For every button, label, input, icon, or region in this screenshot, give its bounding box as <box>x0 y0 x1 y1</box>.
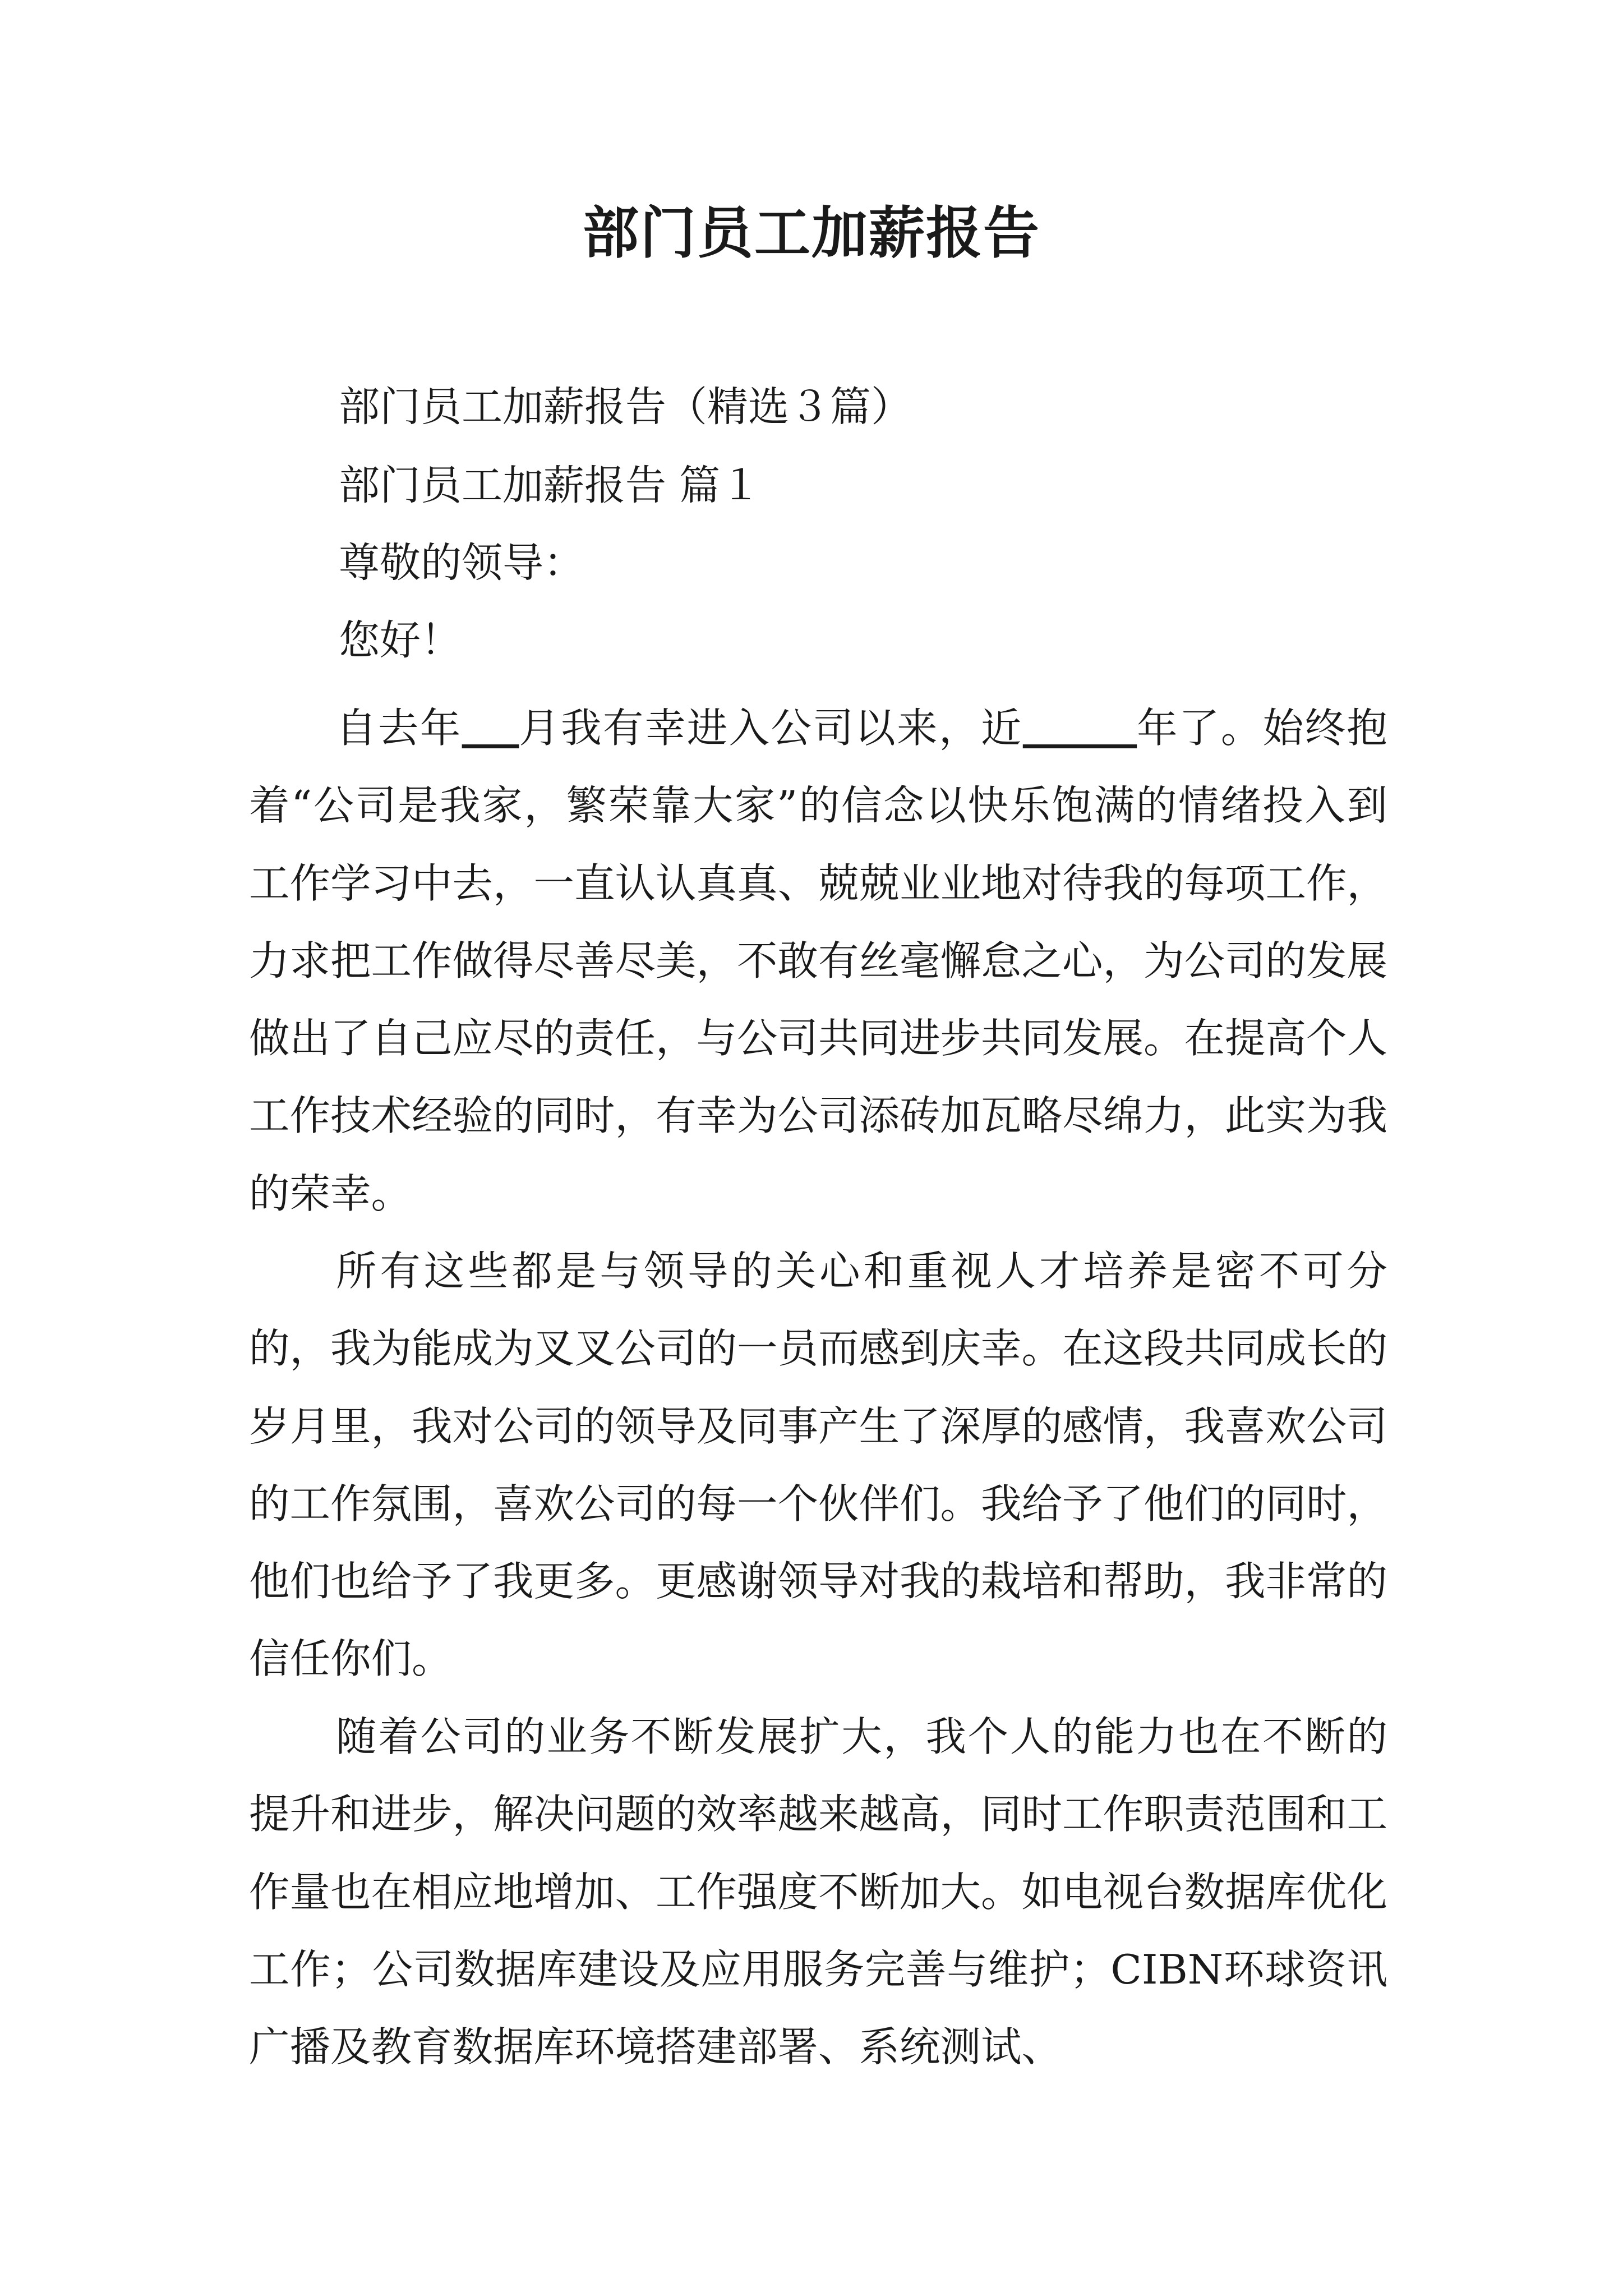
document-title: 部门员工加薪报告 <box>583 200 1040 266</box>
greeting: 您好！ <box>339 616 462 664</box>
paragraph-2: 所有这些都是与领导的关心和重视人才培养是密不可分的，我为能成为叉叉公司的一员而感到庆幸。在这段共同成长的岁月里，我对公司的领导及同事产生了深厚的感情，我喜欢公司的工作氛围，喜欢公司的每一个伙伴们。我给予了他们的同时，他们也给予了我更多。更感谢领导对我的栽培和帮助，我非常的信任你们。 <box>249 1248 1387 1683</box>
salutation: 尊敬的领导： <box>339 539 584 587</box>
paragraph-1 <box>249 690 1387 1233</box>
document-subtitle: 部门员工加薪报告（精选３篇） <box>339 383 912 431</box>
paragraph-1-part-3: 年了。始终抱着“公司是我家，繁荣靠大家”的信念以快乐饱满的情绪投入到工作学习中去，一直认认真真、兢兢业业地对待我的每项工作，力求把工作做得尽善尽美，不敢有丝毫懈怠之心，为公司的发展做出了自己应尽的责任，与公司共同进步共同发展。在提高个人工作技术经验的同时，有幸为公司添砖加瓦略尽绵力，此实为我的荣幸。 <box>249 705 1388 1218</box>
paragraph-1-part-1: 自去年 <box>336 705 462 752</box>
section-heading: 部门员工加薪报告 篇１ <box>339 462 762 509</box>
paragraph-3: 随着公司的业务不断发展扩大，我个人的能力也在不断的提升和进步，解决问题的效率越来越高，同时工作职责范围和工作量也在相应地增加、工作强度不断加大。如电视台数据库优化工作；公司数据库建设及应用服务完善与维护；CIBN环球资讯广播及教育数据库环境搭建部署、系统测试、 <box>249 1714 1387 2072</box>
years-blank <box>1023 705 1137 752</box>
month-blank <box>462 705 519 752</box>
paragraph-1-part-2: 月我有幸进入公司以来，近 <box>519 705 1023 752</box>
